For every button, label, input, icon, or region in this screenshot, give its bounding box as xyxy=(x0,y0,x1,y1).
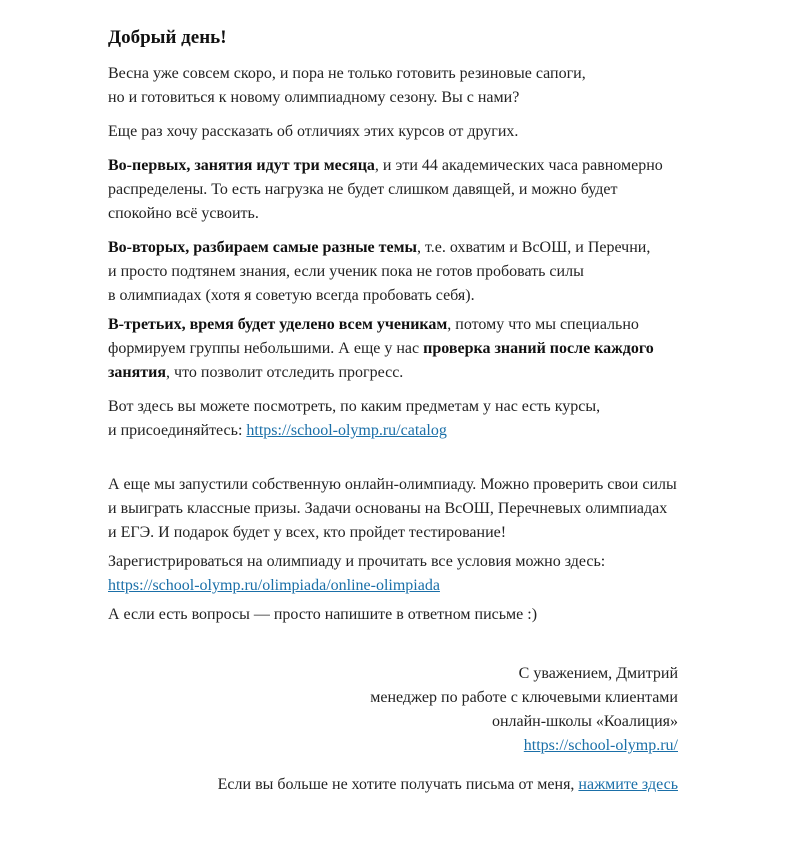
first-point-line-3: спокойно всё усвоить. xyxy=(108,205,259,222)
second-point-line-2: и просто подтянем знания, если ученик пока не готов пробовать силы xyxy=(108,263,584,280)
signature-block xyxy=(108,662,678,758)
catalog-line-1: Вот здесь вы можете посмотреть, по каким предметам у нас есть курсы, xyxy=(108,398,601,415)
first-point-rest: , и эти 44 академических часа равномерно xyxy=(374,157,663,174)
first-point-paragraph xyxy=(108,154,678,226)
second-point-line-3: в олимпиадах (хотя я советую всегда пробовать себя). xyxy=(108,287,475,304)
intro-paragraph xyxy=(108,62,678,110)
olympiad-line-2: и выиграть классные призы. Задачи основаны на ВсОШ, Перечневых олимпиадах xyxy=(108,500,668,517)
differences-paragraph: Еще раз хочу рассказать об отличиях этих курсов от других. xyxy=(108,123,519,140)
second-point-rest: , т.е. охватим и ВсОШ, и Перечни, xyxy=(417,239,651,256)
greeting-heading: Добрый день! xyxy=(108,27,227,48)
catalog-paragraph xyxy=(108,395,678,443)
third-point-bold: В-третьих, время будет уделено всем ученикам xyxy=(108,316,448,333)
olympiad-line-3: и ЕГЭ. И подарок будет у всех, кто пройдет тестирование! xyxy=(108,524,507,541)
signature-school: онлайн-школы «Коалиция» xyxy=(491,713,678,730)
third-point-rest: , потому что мы специально xyxy=(447,316,639,333)
signature-position: менеджер по работе с ключевыми клиентами xyxy=(370,689,678,706)
catalog-link[interactable]: https://school-olymp.ru/catalog xyxy=(246,422,447,439)
second-point-paragraph xyxy=(108,236,678,308)
unsubscribe-text: Если вы больше не хотите получать письма от меня, xyxy=(217,776,579,793)
school-link[interactable]: https://school-olymp.ru/ xyxy=(523,737,678,754)
olympiad-link[interactable]: https://school-olymp.ru/olimpiada/online-olimpiada xyxy=(108,577,440,594)
unsubscribe-line xyxy=(108,773,678,797)
catalog-line-2: и присоединяйтесь: xyxy=(108,422,247,439)
signature-name: С уважением, Дмитрий xyxy=(518,665,678,682)
third-point-paragraph xyxy=(108,313,678,385)
olympiad-line-1: А еще мы запустили собственную онлайн-олимпиаду. Можно проверить свои силы xyxy=(108,476,677,493)
intro-line-1: Весна уже совсем скоро, и пора не только готовить резиновые сапоги, xyxy=(108,65,586,82)
first-point-line-2: распределены. То есть нагрузка не будет слишком давящей, и можно будет xyxy=(108,181,618,198)
knowledge-check-bold: проверка знаний после каждого xyxy=(423,340,654,357)
olympiad-paragraph xyxy=(108,473,678,545)
second-point-bold: Во-вторых, разбираем самые разные темы xyxy=(108,239,418,256)
third-point-line-2: формируем группы небольшими. А еще у нас xyxy=(108,340,424,357)
lesson-bold: занятия xyxy=(108,364,167,381)
third-point-line-3: , что позволит отследить прогресс. xyxy=(166,364,404,381)
intro-line-2: но и готовиться к новому олимпиадному сезону. Вы с нами? xyxy=(108,89,520,106)
questions-paragraph: А если есть вопросы — просто напишите в ответном письме :) xyxy=(108,606,538,623)
register-line-1: Зарегистрироваться на олимпиаду и прочитать все условия можно здесь: xyxy=(108,553,606,570)
first-point-bold: Во-первых, занятия идут три месяца xyxy=(108,157,375,174)
unsubscribe-link[interactable]: нажмите здесь xyxy=(578,776,678,793)
register-paragraph xyxy=(108,550,678,598)
